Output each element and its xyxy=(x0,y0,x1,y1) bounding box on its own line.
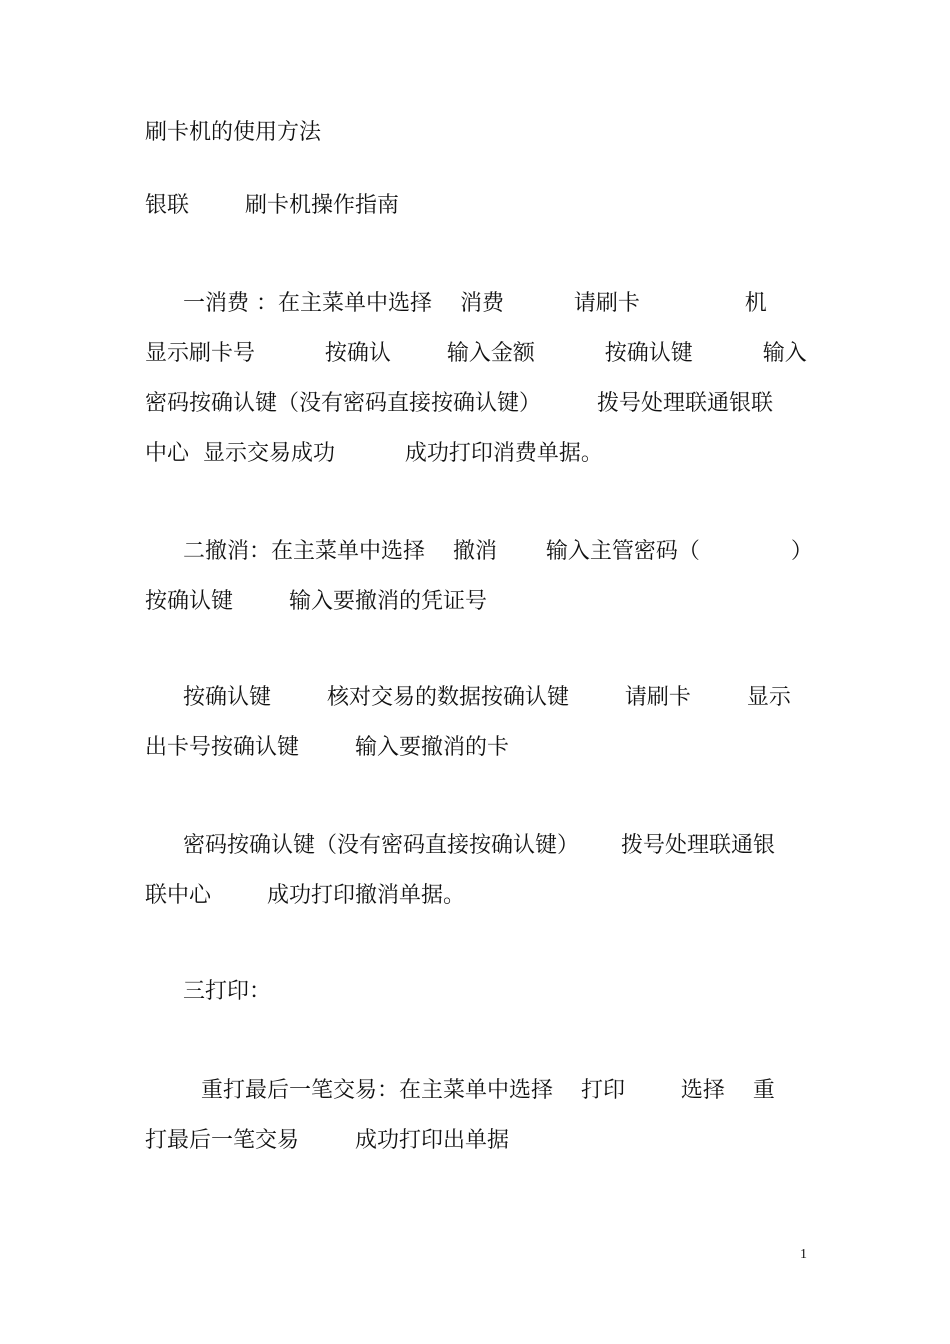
paragraph-line: 按确认键 输入要撤消的凭证号 xyxy=(145,589,487,614)
paragraph-line: 联中心 成功打印撤消单据。 xyxy=(145,883,465,908)
document-title: 刷卡机的使用方法 xyxy=(145,120,322,145)
document-subtitle: 银联 刷卡机操作指南 xyxy=(145,193,399,218)
page-number: 1 xyxy=(800,1247,807,1262)
section-heading: 三打印： xyxy=(183,979,272,1004)
paragraph-line: 重打最后一笔交易：在主菜单中选择 打印 选择 重 xyxy=(201,1078,775,1103)
paragraph-line: 一消费 ：在主菜单中选择 消费 请刷卡 机 xyxy=(183,291,767,316)
paragraph-line: 按确认键 核对交易的数据按确认键 请刷卡 显示 xyxy=(183,685,791,710)
paragraph-line: 密码按确认键（没有密码直接按确认键） 拨号处理联通银 xyxy=(183,833,775,858)
paragraph-line: 中心 显示交易成功 成功打印消费单据。 xyxy=(145,441,603,466)
paragraph-line: 二撤消：在主菜单中选择 撤消 输入主管密码（ ） xyxy=(183,539,813,564)
paragraph-line: 打最后一笔交易 成功打印出单据 xyxy=(145,1128,509,1153)
paragraph-line: 显示刷卡号 按确认 输入金额 按确认键 输入 xyxy=(145,341,807,366)
paragraph-line: 密码按确认键（没有密码直接按确认键） 拨号处理联通银联 xyxy=(145,391,773,416)
paragraph-line: 出卡号按确认键 输入要撤消的卡 xyxy=(145,735,509,760)
